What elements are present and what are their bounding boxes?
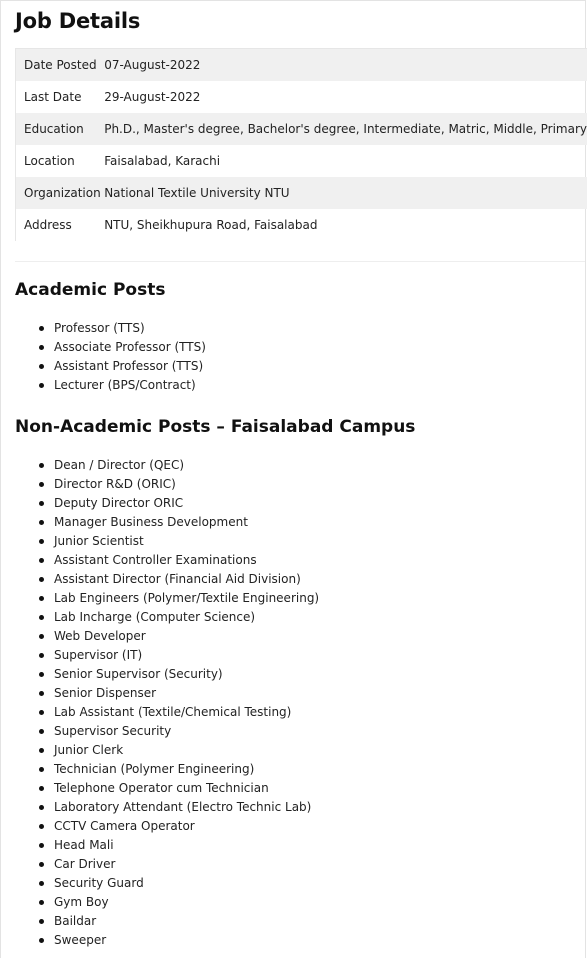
- list-item: Supervisor (IT): [39, 646, 319, 665]
- list-item: Assistant Director (Financial Aid Division): [39, 570, 319, 589]
- detail-value: Faisalabad, Karachi: [104, 154, 221, 168]
- list-item: Technician (Polymer Engineering): [39, 760, 319, 779]
- detail-row: [16, 49, 587, 82]
- list-item: Web Developer: [39, 627, 319, 646]
- list-item: Lecturer (BPS/Contract): [39, 376, 206, 395]
- list-item: Director R&D (ORIC): [39, 475, 319, 494]
- section-divider: [15, 261, 585, 262]
- list-item: Baildar: [39, 912, 319, 931]
- list-item: Junior Scientist: [39, 532, 319, 551]
- list-item: Lab Assistant (Textile/Chemical Testing): [39, 703, 319, 722]
- non-academic-posts-heading: Non-Academic Posts – Faisalabad Campus: [15, 417, 416, 437]
- detail-row: [16, 81, 587, 113]
- detail-label: Last Date: [16, 81, 105, 113]
- list-item: Assistant Professor (TTS): [39, 357, 206, 376]
- list-item: Assistant Controller Examinations: [39, 551, 319, 570]
- non-academic-posts-list: [39, 456, 319, 950]
- list-item: Associate Professor (TTS): [39, 338, 206, 357]
- list-item: Laboratory Attendant (Electro Technic Lab): [39, 798, 319, 817]
- list-item: Car Driver: [39, 855, 319, 874]
- detail-value: 29-August-2022: [104, 90, 201, 104]
- detail-value: 07-August-2022: [104, 49, 587, 82]
- list-item: Sweeper: [39, 931, 319, 950]
- detail-value: Ph.D., Master's degree, Bachelor's degree, Intermediate, Matric, Middle, Primary: [104, 113, 587, 145]
- list-item: Telephone Operator cum Technician: [39, 779, 319, 798]
- list-item: Lab Incharge (Computer Science): [39, 608, 319, 627]
- list-item: Deputy Director ORIC: [39, 494, 319, 513]
- list-item: Manager Business Development: [39, 513, 319, 532]
- detail-value: National Textile University NTU: [104, 177, 587, 209]
- detail-label: Education: [16, 113, 105, 145]
- list-item: Senior Supervisor (Security): [39, 665, 319, 684]
- job-details-table: [15, 48, 587, 241]
- detail-row: [16, 177, 587, 209]
- list-item: Gym Boy: [39, 893, 319, 912]
- detail-row: [16, 209, 587, 241]
- detail-label: Organization: [16, 177, 105, 209]
- list-item: Head Mali: [39, 836, 319, 855]
- list-item: CCTV Camera Operator: [39, 817, 319, 836]
- list-item: Junior Clerk: [39, 741, 319, 760]
- list-item: Senior Dispenser: [39, 684, 319, 703]
- list-item: Security Guard: [39, 874, 319, 893]
- detail-row: [16, 145, 587, 177]
- detail-label: Address: [16, 209, 105, 241]
- detail-label: Date Posted: [16, 49, 105, 82]
- page-title: Job Details: [15, 9, 141, 33]
- detail-label: Location: [16, 145, 105, 177]
- list-item: Dean / Director (QEC): [39, 456, 319, 475]
- list-item: Supervisor Security: [39, 722, 319, 741]
- academic-posts-list: [39, 319, 206, 395]
- detail-row: [16, 113, 587, 145]
- academic-posts-heading: Academic Posts: [15, 280, 166, 300]
- list-item: Professor (TTS): [39, 319, 206, 338]
- detail-value: NTU, Sheikhupura Road, Faisalabad: [104, 218, 318, 232]
- list-item: Lab Engineers (Polymer/Textile Engineering): [39, 589, 319, 608]
